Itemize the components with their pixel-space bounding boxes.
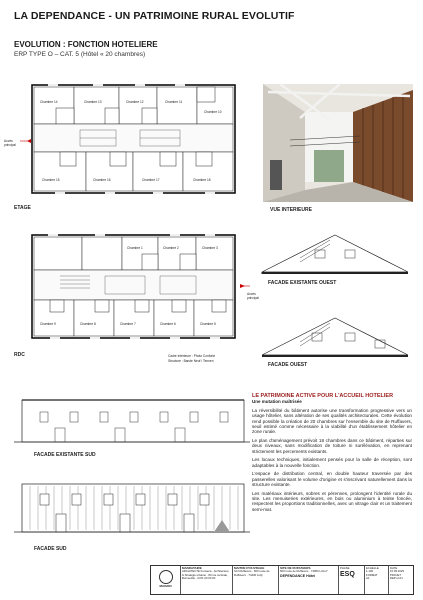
- etage-label: ETAGE: [14, 205, 31, 211]
- title-block-site: SITE DE RUFFAVERS 600 route de Ruffavers · 74950 LULLY DEPENDANCE Hôtel: [279, 566, 339, 594]
- description-paragraph: Les locaux techniques, initialement pensés pour la salle de réception, sont adaptables à la nouvelle fonction.: [252, 457, 412, 468]
- room-label: Chambre 12: [126, 100, 144, 104]
- title-block: [150, 565, 414, 595]
- erp-classification: ERP TYPE O – CAT. 5 (Hôtel « 20 chambres): [14, 51, 146, 58]
- description-paragraph: Les matériaux intérieurs, sobres et pérennes, prolongent l'identité rurale du site. Les menuiseries extérieures, en bois ou aluminium à teinte foncée, respectent les proportions traditionnelles, avec un vitrage clair et un traitement semi-mat.: [252, 490, 412, 512]
- room-label: Chambre 2: [163, 246, 179, 250]
- description-paragraph: La réversibilité du bâtiment autorise une transformation progressive vers un usage hôtelier, sans altération de ses qualités architecturales. Cette évolution rend possible la création de 20 chambres sur l'ensemble du site de Ruffavers, seuil estimé comme nécessaire à la viabilité d'un établissement hôtelier en zone rurale.: [252, 408, 412, 435]
- room-label: Chambre 6: [160, 322, 176, 326]
- facade-label: FACADE EXISTANTE OUEST: [268, 280, 337, 286]
- title-block-owner: MAITRE D'OUVRAGE SCI Ruffavers · 600 route de Ruffavers · 74400 Lully: [233, 566, 279, 594]
- page-title: LA DEPENDANCE - UN PATRIMOINE RURAL EVOLUTIF: [14, 10, 295, 22]
- access-label: Accès principal: [4, 139, 16, 147]
- facade-label: FACADE OUEST: [268, 362, 308, 368]
- description-paragraph: Le plan d'aménagement prévoit 18 chambres dans ce bâtiment, réparties sur deux niveaux, sans modification de toiture ni surélévation, en reprenant strictement les percements existants.: [252, 437, 412, 454]
- description-panel: [252, 393, 412, 553]
- title-block-logo: MAISON: [151, 566, 181, 594]
- room-label: Chambre 3: [202, 246, 218, 250]
- title-block-scale: ECHELLE 1:100 FORMAT A1: [365, 566, 389, 594]
- description-paragraph: L'espace de distribution central, en double hauteur traversée par des passerelles valorisant le volume d'origine et s'inscrivant naturellement dans la structure existante.: [252, 471, 412, 488]
- room-label: Chambre 17: [142, 178, 160, 182]
- title-block-date: DATE 15.05.2025 PROJET DEP-H-01: [390, 566, 404, 580]
- description-heading: LE PATRIMOINE ACTIVE POUR L'ACCUEIL HOTELIER: [252, 393, 394, 399]
- credit-note: Cadre Intérieure : Photo Conforte: [168, 354, 216, 358]
- title-block-phase: PHASE ESQ: [339, 566, 365, 594]
- room-label: Chambre 11: [165, 100, 183, 104]
- interior-view-label: VUE INTERIEURE: [270, 207, 312, 213]
- room-label: Chambre 16: [93, 178, 111, 182]
- room-label: Chambre 18: [193, 178, 211, 182]
- room-label: Chambre 7: [120, 322, 136, 326]
- room-label: Chambre 1: [127, 246, 143, 250]
- room-label: Chambre 10: [204, 110, 222, 114]
- room-label: Chambre 9: [40, 322, 56, 326]
- description-subheading: Une mutation maîtrisée: [252, 399, 302, 404]
- rdc-label: RDC: [14, 352, 25, 358]
- facade-label: FACADE SUD: [34, 546, 67, 552]
- room-label: Chambre 5: [200, 322, 216, 326]
- room-label: Chambre 13: [84, 100, 102, 104]
- facade-label: FACADE EXISTANTE SUD: [34, 452, 96, 458]
- room-label: Chambre 14: [40, 100, 58, 104]
- access-label: Accès principal: [247, 292, 259, 300]
- logo-icon: [159, 570, 173, 584]
- title-block-mandataire: MANDATAIRE ARCHITECTE Fonseca · Architecture & Stratégie urbaine · 80 rue centrale, Bonneville · 0471 00 00 00: [181, 566, 233, 594]
- room-label: Chambre 15: [42, 178, 60, 182]
- credit-note: Structure : Bande Neuf / Tennen: [168, 359, 214, 363]
- room-label: Chambre 8: [80, 322, 96, 326]
- page-subtitle: EVOLUTION : FONCTION HOTELIERE: [14, 40, 158, 49]
